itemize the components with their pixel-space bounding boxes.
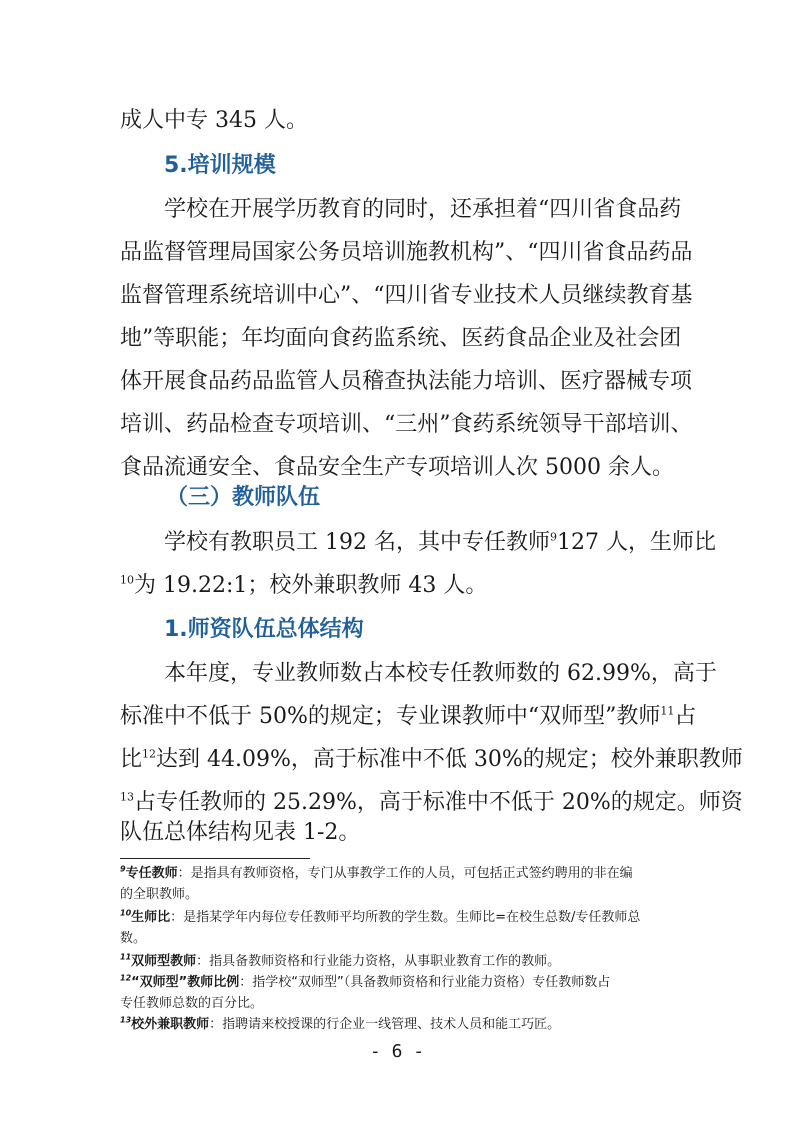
body-line-13: 比$^{12}$达到 44.09%，高于标准中不低 30%的规定；校外兼职教师 [120,747,743,772]
footnote-13: $^{13}$校外兼职教师：指聘请来校授课的行企业一线管理、技术人员和能工巧匠。 [120,1015,561,1032]
footnote-9: $^9$专任教师：是指具有教师资格，专门从事教学工作的人员，可包括正式签约聘用的非在编 [120,864,633,881]
body-line-6: 体开展食品药品监管人员稽查执法能力培训、医疗器械专项 [120,369,693,394]
footnote-10-cont: 数。 [120,931,147,946]
heading-teaching-staff: （三）教师队伍 [166,485,321,510]
footnote-12-cont: 专任教师总数的百分比。 [120,996,264,1011]
footnote-ref-11[interactable]: 11 [660,704,675,718]
page-number: - 6 - [369,1041,425,1062]
footnote-ref-13[interactable]: 13 [120,790,134,804]
footnote-12: $^{12}$“双师型”教师比例：指学校“双师型”（具备教师资格和行业能力资格）专任教师数占 [120,973,611,990]
body-line-9: 学校有教职员工 192 名，其中专任教师$^9$127 人，生师比 [164,530,716,555]
body-line-5: 地”等职能；年均面向食药监系统、医药食品企业及社会团 [120,326,682,351]
body-line-3: 品监督管理局国家公务员培训施教机构”、“四川省食品药品 [120,240,693,265]
body-line-8: 食品流通安全、食品安全生产专项培训人次 5000 余人。 [120,455,674,480]
body-line-15: 队伍总体结构见表 1-2。 [120,820,361,845]
footnote-separator [120,858,310,859]
body-line-7: 培训、药品检查专项培训、“三州”食药系统领导干部培训、 [120,412,693,437]
body-line-11: 本年度，专业教师数占本校专任教师数的 62.99%，高于 [164,661,717,686]
footnote-10: $^{10}$生师比：是指某学年内每位专任教师平均所教的学生数。生师比=在校生总数/专任教师总 [120,908,641,925]
body-line-2: 学校在开展学历教育的同时，还承担着“四川省食品药 [164,197,682,222]
body-line-1: 成人中专 345 人。 [120,108,308,133]
footnote-11: $^{11}$双师型教师：指具备教师资格和行业能力资格，从事职业教育工作的教师。 [120,952,561,969]
heading-staff-structure: 1.师资队伍总体结构 [164,617,364,642]
body-line-10: $^{10}$为 19.22:1；校外兼职教师 43 人。 [120,573,488,598]
body-line-14: $^{13}$占专任教师的 25.29%，高于标准中不低于 20%的规定。师资 [120,790,743,815]
footnote-9-cont: 的全职教师。 [120,887,199,902]
footnote-ref-10[interactable]: 10 [120,573,134,587]
body-line-12: 标准中不低于 50%的规定；专业课教师中“双师型”教师$^{11}$占 [120,704,697,729]
footnote-ref-9[interactable]: 9 [549,530,557,544]
footnote-ref-12[interactable]: 12 [142,747,157,761]
body-line-4: 监督管理系统培训中心”、“四川省专业技术人员继续教育基 [120,283,693,308]
heading-training-scale: 5.培训规模 [164,153,276,178]
